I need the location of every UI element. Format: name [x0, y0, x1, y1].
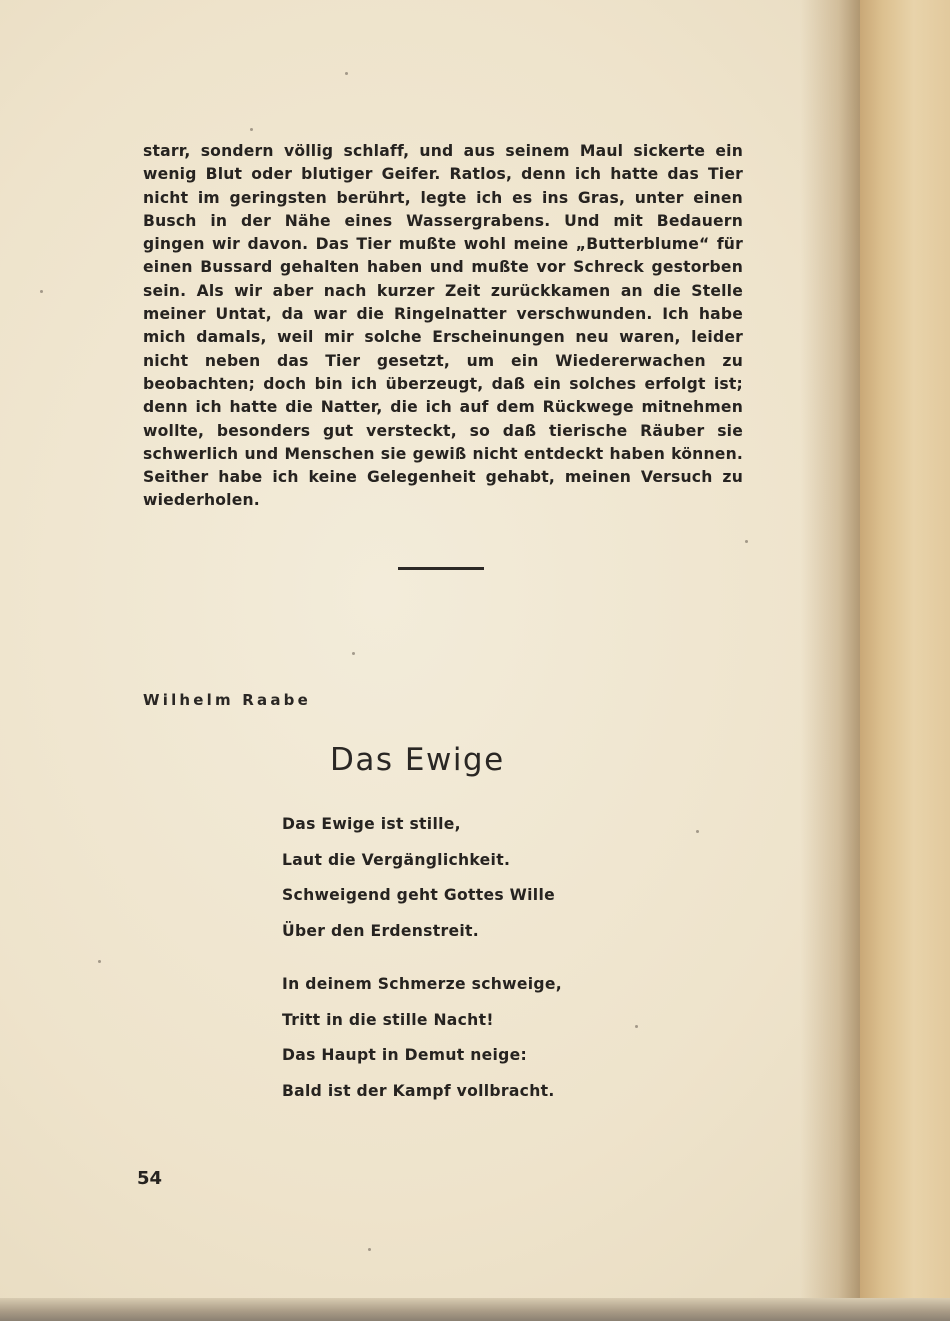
poem-author: Wilhelm Raabe	[143, 691, 311, 709]
paper-speck	[98, 960, 101, 963]
prose-block	[143, 140, 743, 513]
paper-speck	[352, 652, 355, 655]
poem-title: Das Ewige	[330, 742, 505, 778]
paper-speck	[635, 1025, 638, 1028]
adjacent-page-edge	[860, 0, 950, 1321]
poem-line: Bald ist der Kampf vollbracht.	[282, 1081, 555, 1100]
section-divider	[398, 567, 484, 570]
poem-line: Über den Erdenstreit.	[282, 921, 479, 940]
poem-line: Laut die Vergänglichkeit.	[282, 850, 511, 869]
paper-speck	[40, 290, 43, 293]
poem-line: Schweigend geht Gottes Wille	[282, 886, 555, 904]
page-number: 54	[137, 1168, 163, 1189]
poem-stanza-2	[282, 972, 602, 1114]
prose-paragraph: starr, sondern völlig schlaff, und aus seinem Maul sickerte ein wenig Blut oder blutiger Geifer. Ratlos, denn ich hatte das Tier nicht im geringsten berührt, legte ich es ins Gras, unter einen Busch in der Nähe eines Wassergrabens. Und mit Bedauern gingen wir davon. Das Tier mußte wohl meine „Butterblume“ für einen Bussard gehalten haben und mußte vor Schreck gestorben sein. Als wir aber nach kurzer Zeit zurückkamen an die Stelle meiner Untat, da war die Ringelnatter verschwunden. Ich habe mich damals, weil mir solche Erscheinungen neu waren, leider nicht neben das Tier gesetzt, um ein Wiedererwachen zu beobachten; doch bin ich überzeugt, daß ein solches erfolgt ist; denn ich hatte die Natter, die ich auf dem Rückwege mitnehmen wollte, besonders gut versteckt, so daß tierische Räuber sie schwerlich und Menschen sie gewiß nicht entdeckt haben können. Seither habe ich keine Gelegenheit gehabt, meinen Versuch zu wiederholen.	[143, 142, 743, 510]
poem-line: Das Haupt in Demut neige:	[282, 1046, 528, 1064]
paper-speck	[345, 72, 348, 75]
poem-line: Das Ewige ist stille,	[282, 815, 461, 833]
paper-speck	[368, 1248, 371, 1251]
poem-line: In deinem Schmerze schweige,	[282, 975, 562, 993]
paper-speck	[250, 128, 253, 131]
page-bottom-edge	[0, 1298, 950, 1321]
paper-speck	[745, 540, 748, 543]
paper-speck	[696, 830, 699, 833]
poem-line: Tritt in die stille Nacht!	[282, 1010, 494, 1029]
poem-stanza-1	[282, 812, 602, 954]
